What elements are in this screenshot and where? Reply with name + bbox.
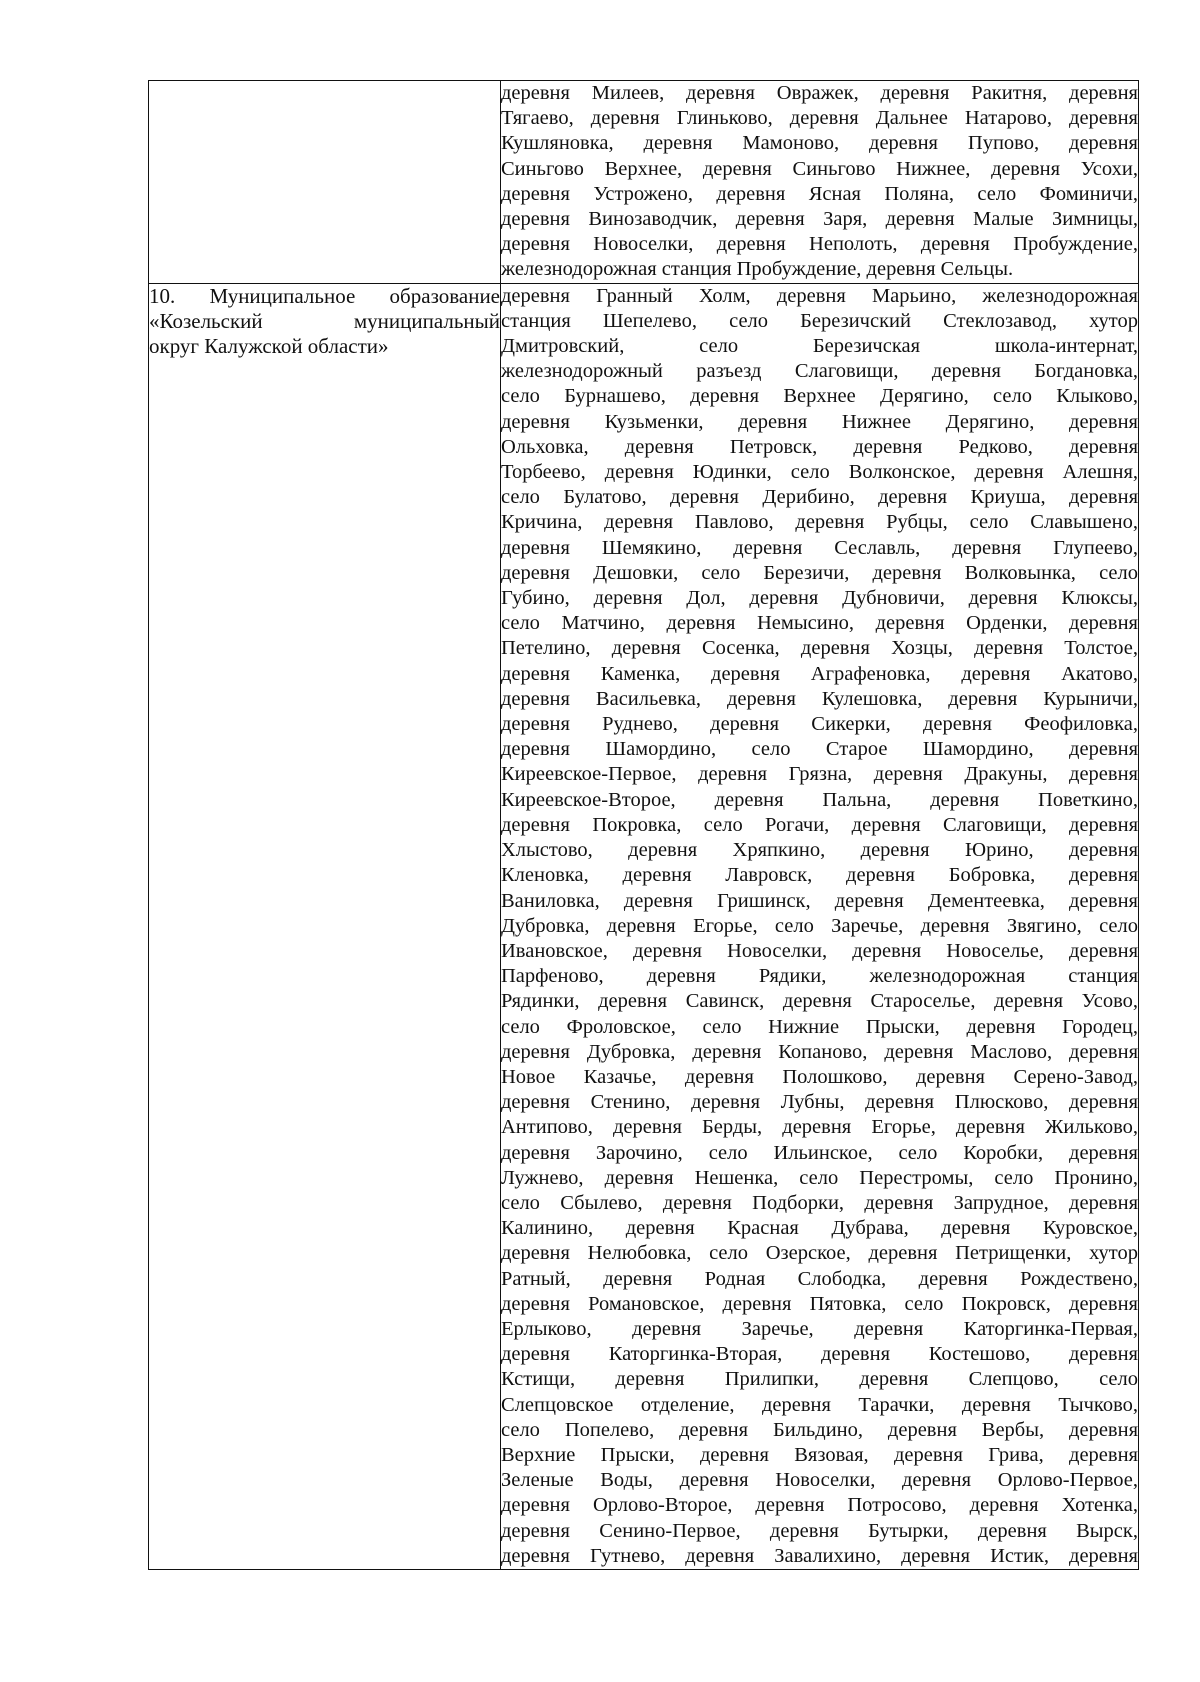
settlement-line: железнодорожный разъезд Слаговищи, деревня Богдановка, [501, 360, 1138, 383]
settlement-line: Ольховка, деревня Петровск, деревня Редково, деревня [501, 435, 1138, 458]
settlement-line: деревня Покровка, село Рогачи, деревня Слаговищи, деревня [501, 813, 1138, 836]
settlement-line: Торбеево, деревня Юдинки, село Волконское, деревня Алешня, [501, 461, 1138, 484]
municipality-name-line: округ Калужской области» [149, 333, 389, 358]
settlement-line: село Матчино, деревня Немысино, деревня Орденки, деревня [501, 612, 1138, 635]
settlement-line: село Булатово, деревня Дерибино, деревня Криуша, деревня [501, 486, 1138, 509]
settlement-line: Слепцовское отделение, деревня Тарачки, деревня Тычково, [501, 1393, 1138, 1416]
settlement-line: деревня Каменка, деревня Аграфеновка, деревня Акатово, [501, 662, 1138, 685]
settlement-line: деревня Гранный Холм, деревня Марьино, железнодорожная [501, 284, 1138, 307]
settlement-line: Хлыстово, деревня Хряпкино, деревня Юрино, деревня [501, 839, 1138, 862]
settlement-line: Ивановское, деревня Новоселки, деревня Новоселье, деревня [501, 939, 1138, 962]
settlement-line: Кушляновка, деревня Мамоново, деревня Пупово, деревня [501, 132, 1138, 155]
settlement-line: Киреевское-Первое, деревня Грязна, деревня Дракуны, деревня [501, 763, 1138, 786]
municipality-name-line: 10. Муниципальное образование [149, 283, 500, 308]
settlement-line: деревня Шамордино, село Старое Шамордино, деревня [501, 738, 1138, 761]
settlement-line: Ерлыково, деревня Заречье, деревня Каторгинка-Первая, [501, 1317, 1138, 1340]
settlement-line: деревня Винозаводчик, деревня Заря, деревня Малые Зимницы, [501, 208, 1138, 231]
settlement-line: деревня Новоселки, деревня Неполоть, деревня Пробуждение, [501, 233, 1138, 256]
municipality-cell-empty [149, 81, 501, 284]
settlement-line: Лужнево, деревня Нешенка, село Перестромы, село Пронино, [501, 1166, 1138, 1189]
settlement-line: Петелино, деревня Сосенка, деревня Хозцы, деревня Толстое, [501, 637, 1138, 660]
settlement-line: деревня Руднево, деревня Сикерки, деревня Феофиловка, [501, 713, 1138, 736]
settlement-line: деревня Васильевка, деревня Кулешовка, деревня Курыничи, [501, 687, 1138, 710]
settlement-line: Парфеново, деревня Рядики, железнодорожная станция [501, 965, 1138, 988]
settlement-line: Дубровка, деревня Егорье, село Заречье, деревня Звягино, село [501, 914, 1138, 937]
settlement-line: Ратный, деревня Родная Слободка, деревня Рождествено, [501, 1267, 1138, 1290]
settlement-line: село Бурнашево, деревня Верхнее Дерягино, село Клыково, [501, 385, 1138, 408]
settlements-cell-kozelsky [501, 283, 1139, 1569]
settlement-line: железнодорожная станция Пробуждение, деревня Сельцы. [501, 258, 1014, 281]
settlement-line: Кленовка, деревня Лавровск, деревня Бобровка, деревня [501, 864, 1138, 887]
settlement-line: станция Шепелево, село Березичский Стеклозавод, хутор [501, 309, 1138, 332]
settlement-line: Киреевское-Второе, деревня Пальна, деревня Поветкино, [501, 788, 1138, 811]
settlement-line: Зеленые Воды, деревня Новоселки, деревня Орлово-Первое, [501, 1469, 1138, 1492]
settlement-line: деревня Кузьменки, деревня Нижнее Дерягино, деревня [501, 410, 1138, 433]
settlement-line: деревня Орлово-Второе, деревня Потросово, деревня Хотенка, [501, 1494, 1138, 1517]
settlement-line: Синьгово Верхнее, деревня Синьгово Нижнее, деревня Усохи, [501, 157, 1138, 180]
settlement-line: село Попелево, деревня Бильдино, деревня Вербы, деревня [501, 1418, 1138, 1441]
settlement-line: Тягаево, деревня Глиньково, деревня Дальнее Натарово, деревня [501, 107, 1138, 130]
settlement-line: деревня Нелюбовка, село Озерское, деревня Петрищенки, хутор [501, 1242, 1138, 1265]
municipality-name-line: «Козельский муниципальный [149, 308, 500, 333]
settlement-line: Ваниловка, деревня Гришинск, деревня Дементеевка, деревня [501, 889, 1138, 912]
settlement-line: Калинино, деревня Красная Дубрава, деревня Куровское, [501, 1217, 1138, 1240]
settlement-line: деревня Сенино-Первое, деревня Бутырки, деревня Вырск, [501, 1519, 1138, 1542]
settlement-line: Антипово, деревня Берды, деревня Егорье, деревня Жильково, [501, 1116, 1138, 1139]
settlement-line: деревня Зарочино, село Ильинское, село Коробки, деревня [501, 1141, 1138, 1164]
table-row-kozelsky [149, 283, 1139, 1569]
settlement-line: деревня Дубровка, деревня Копаново, деревня Маслово, деревня [501, 1040, 1138, 1063]
settlement-line: деревня Каторгинка-Вторая, деревня Костешово, деревня [501, 1343, 1138, 1366]
settlement-line: село Сбылево, деревня Подборки, деревня Запрудное, деревня [501, 1191, 1138, 1214]
municipality-cell-kozelsky [149, 283, 501, 1569]
settlement-line: деревня Романовское, деревня Пятовка, село Покровск, деревня [501, 1292, 1138, 1315]
settlement-line: деревня Милеев, деревня Овражек, деревня Ракитня, деревня [501, 82, 1138, 104]
table-row-continuation [149, 81, 1139, 284]
settlement-line: Кстищи, деревня Прилипки, деревня Слепцово, село [501, 1368, 1138, 1391]
settlement-line: деревня Гутнево, деревня Завалихино, деревня Истик, деревня [501, 1544, 1138, 1567]
settlement-line: Верхние Прыски, деревня Вязовая, деревня Грива, деревня [501, 1443, 1138, 1466]
settlement-line: Кричина, деревня Павлово, деревня Рубцы, село Славышено, [501, 511, 1138, 534]
settlement-line: Дмитровский, село Березичская школа-интернат, [501, 335, 1138, 358]
settlement-line: Губино, деревня Дол, деревня Дубновичи, деревня Клюксы, [501, 587, 1138, 610]
settlement-line: деревня Шемякино, деревня Сеславль, деревня Глупеево, [501, 536, 1138, 559]
settlement-line: Новое Казачье, деревня Полошково, деревня Серено-Завод, [501, 1065, 1138, 1088]
settlement-line: село Фроловское, село Нижние Прыски, деревня Городец, [501, 1015, 1138, 1038]
settlement-line: деревня Устрожено, деревня Ясная Поляна, село Фоминичи, [501, 182, 1138, 205]
settlements-cell-continuation [501, 81, 1139, 284]
settlement-line: деревня Стенино, деревня Лубны, деревня Плюсково, деревня [501, 1091, 1138, 1114]
settlement-line: Рядинки, деревня Савинск, деревня Староселье, деревня Усово, [501, 990, 1138, 1013]
settlement-line: деревня Дешовки, село Березичи, деревня Волковынка, село [501, 561, 1138, 584]
settlements-table [148, 80, 1139, 1570]
